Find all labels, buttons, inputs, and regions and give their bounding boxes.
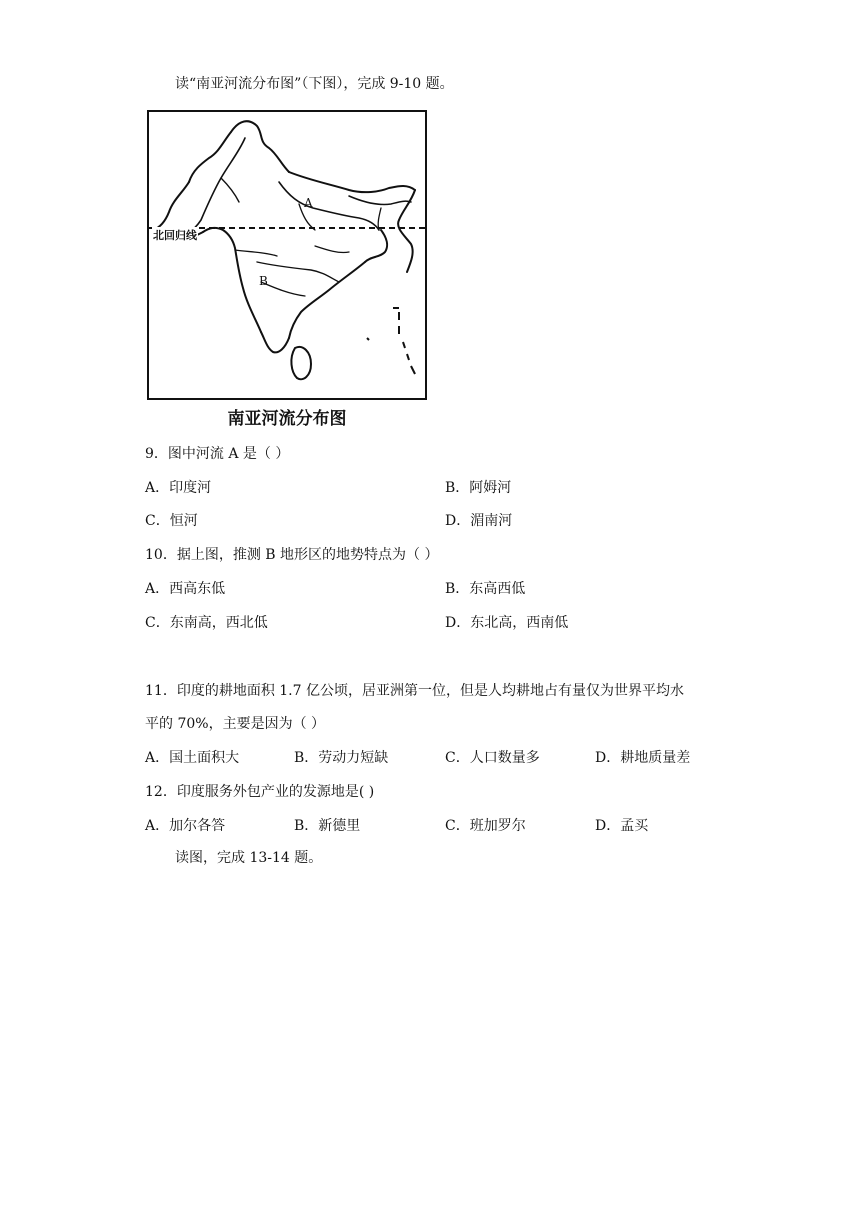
intro-text-13-14: 读图，完成 13-14 题。 — [175, 850, 323, 866]
question-11-option-c: C．人口数量多 — [445, 750, 540, 766]
question-11-option-d: D．耕地质量差 — [595, 750, 691, 766]
tropic-of-cancer-label: 北回归线 — [153, 229, 197, 242]
question-10-option-a: A．西高东低 — [145, 581, 226, 597]
question-10-option-c: C．东南高，西北低 — [145, 615, 268, 631]
question-12-option-c: C．班加罗尔 — [445, 818, 526, 834]
question-12-option-b: B．新德里 — [294, 818, 361, 834]
question-9-stem: 9．图中河流 A 是（ ） — [145, 446, 290, 462]
question-11-option-b: B．劳动力短缺 — [294, 750, 389, 766]
question-12-option-d: D．孟买 — [595, 818, 649, 834]
question-11-stem-line-2: 平的 70%，主要是因为（ ） — [145, 716, 326, 732]
question-12-stem: 12．印度服务外包产业的发源地是( ) — [145, 784, 375, 800]
river-label-a: A — [304, 196, 313, 210]
question-9-option-d: D．湄南河 — [445, 513, 513, 529]
map-drawing — [149, 112, 425, 398]
question-10-option-b: B．东高西低 — [445, 581, 526, 597]
question-11-option-a: A．国土面积大 — [145, 750, 240, 766]
map-caption: 南亚河流分布图 — [227, 409, 347, 429]
question-12-option-a: A．加尔各答 — [145, 818, 226, 834]
question-10-option-d: D．东北高，西南低 — [445, 615, 569, 631]
question-9-option-b: B．阿姆河 — [445, 480, 512, 496]
question-11-stem-line-1: 11．印度的耕地面积 1.7 亿公顷，居亚洲第一位，但是人均耕地占有量仅为世界平均水 — [145, 683, 684, 699]
question-9-option-c: C．恒河 — [145, 513, 198, 529]
question-9-option-a: A．印度河 — [145, 480, 212, 496]
terrain-label-b: B — [259, 274, 268, 288]
intro-text-9-10: 读“南亚河流分布图”（下图），完成 9-10 题。 — [175, 76, 454, 92]
south-asia-river-map — [147, 110, 427, 400]
question-10-stem: 10．据上图，推测 B 地形区的地势特点为（ ） — [145, 547, 439, 563]
